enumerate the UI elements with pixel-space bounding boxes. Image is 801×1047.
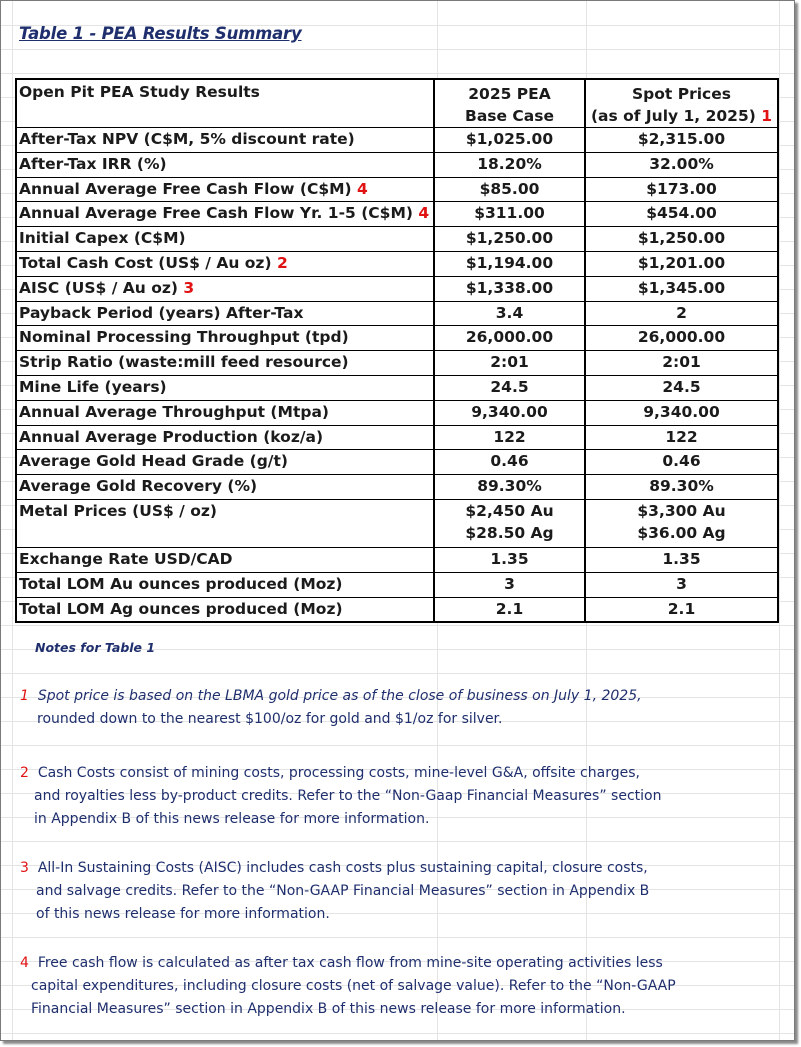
cell-spot: $454.00 [646, 204, 717, 223]
spot-ag-price: $36.00 Ag [637, 523, 726, 542]
note-line: of this news release for more information. [36, 906, 330, 922]
row-label: Total Cash Cost (US$ / Au oz) [19, 253, 272, 272]
row-label: Payback Period (years) After-Tax [19, 303, 304, 322]
cell-spot: $1,345.00 [637, 278, 726, 297]
cell-spot [586, 500, 777, 547]
row-label-cell [17, 376, 435, 400]
row-label-cell [17, 426, 435, 450]
cell-base: $1,338.00 [435, 277, 586, 301]
row-label-cell [17, 548, 435, 572]
row-label-cell [17, 227, 435, 251]
row-label: AISC (US$ / Au oz) [19, 278, 178, 297]
table-title: Table 1 - PEA Results Summary [19, 24, 302, 43]
note-line: and salvage credits. Refer to the “Non-GAAP Financial Measures” section in Appendix B [36, 883, 650, 899]
table-row [17, 474, 777, 499]
footnote-ref: 4 [418, 204, 430, 223]
cell-base: $85.00 [435, 178, 586, 202]
cell-spot: $1,201.00 [637, 253, 726, 272]
header-base-case [435, 80, 586, 127]
row-label: After-Tax IRR (%) [19, 154, 167, 173]
note-line: Spot price is based on the LBMA gold price as of the close of business on July 1, 2025, [37, 688, 642, 704]
note-line: Cash Costs consist of mining costs, processing costs, mine-level G&A, offsite charges, [37, 765, 640, 781]
header-spot-prices [586, 80, 777, 127]
row-label: Strip Ratio (waste:mill feed resource) [19, 353, 349, 372]
note-line: rounded down to the nearest $100/oz for gold and $1/oz for silver. [37, 711, 503, 727]
table-header-row [17, 80, 777, 127]
cell-base: 24.5 [435, 376, 586, 400]
table-row [17, 301, 777, 326]
cell-base: 3 [435, 573, 586, 597]
row-label-cell [17, 326, 435, 350]
table-row [17, 597, 777, 622]
row-label-cell [17, 252, 435, 276]
table-row [17, 547, 777, 572]
row-label: Mine Life (years) [19, 377, 167, 396]
cell-base [435, 500, 586, 547]
row-label-cell [17, 450, 435, 474]
table-row [17, 276, 777, 301]
cell-base: 2:01 [435, 351, 586, 375]
row-label-cell [17, 598, 435, 622]
note-2 [20, 762, 661, 831]
table-row [17, 325, 777, 350]
footnote-ref: 2 [276, 253, 288, 272]
table-row [17, 127, 777, 152]
header-label: Open Pit PEA Study Results [17, 80, 435, 127]
header-spot-line1: Spot Prices [632, 85, 731, 103]
cell-base: $1,025.00 [435, 128, 586, 152]
row-label: Average Gold Head Grade (g/t) [19, 452, 288, 471]
note-number: 3 [20, 860, 29, 876]
cell-base: 1.35 [435, 548, 586, 572]
cell-base: 89.30% [435, 475, 586, 499]
cell-spot: 89.30% [649, 477, 714, 496]
cell-spot: $2,315.00 [637, 130, 726, 148]
row-label-cell [17, 573, 435, 597]
row-label: Initial Capex (C$M) [19, 229, 186, 248]
note-line: in Appendix B of this news release for more information. [34, 811, 430, 827]
cell-base: 0.46 [435, 450, 586, 474]
cell-base: 26,000.00 [435, 326, 586, 350]
cell-base: $311.00 [435, 202, 586, 226]
row-label: After-Tax NPV (C$M, 5% discount rate) [19, 130, 355, 148]
note-4 [20, 952, 676, 1021]
row-label-cell [17, 178, 435, 202]
row-label: Exchange Rate USD/CAD [19, 549, 233, 568]
table-row [17, 226, 777, 251]
table-row [17, 201, 777, 226]
cell-base: 3.4 [435, 302, 586, 326]
note-number: 2 [20, 765, 29, 781]
cell-spot: 32.00% [649, 154, 714, 173]
results-table [15, 78, 779, 623]
cell-spot: 26,000.00 [637, 328, 726, 347]
row-label: Total LOM Au ounces produced (Moz) [19, 574, 343, 593]
row-label-cell [17, 128, 435, 152]
footnote-ref: 3 [183, 278, 195, 297]
row-label: Annual Average Free Cash Flow Yr. 1-5 (C$M) [19, 204, 413, 223]
row-label: Metal Prices (US$ / oz) [17, 500, 435, 547]
cell-spot: 2 [676, 303, 687, 322]
note-number: 1 [20, 688, 29, 704]
row-label: Annual Average Free Cash Flow (C$M) [19, 179, 352, 198]
footnote-ref: 1 [761, 107, 773, 125]
cell-base: 9,340.00 [435, 401, 586, 425]
row-label: Annual Average Throughput (Mtpa) [19, 402, 329, 421]
spot-au-price: $3,300 Au [637, 501, 726, 520]
note-line: capital expenditures, including closure costs (net of salvage value). Refer to the “Non-GAAP [31, 978, 676, 994]
table-row [17, 400, 777, 425]
note-1 [20, 685, 642, 731]
row-label-cell [17, 277, 435, 301]
base-au-price: $2,450 Au [465, 501, 554, 520]
header-base-line2: Base Case [465, 107, 554, 125]
row-label-cell [17, 475, 435, 499]
note-line: Free cash flow is calculated as after tax cash flow from mine-site operating activities less [37, 955, 663, 971]
row-label-cell [17, 153, 435, 177]
table-row [17, 375, 777, 400]
cell-spot: 0.46 [662, 452, 701, 471]
note-number: 4 [20, 955, 29, 971]
cell-spot: $173.00 [646, 179, 717, 198]
row-label-cell [17, 302, 435, 326]
row-label: Total LOM Ag ounces produced (Moz) [19, 599, 343, 618]
cell-base: $1,250.00 [435, 227, 586, 251]
note-line: All-In Sustaining Costs (AISC) includes cash costs plus sustaining capital, closure costs, [37, 860, 648, 876]
table-row [17, 572, 777, 597]
cell-spot: 1.35 [662, 549, 701, 568]
cell-spot: 3 [676, 574, 687, 593]
row-label-cell [17, 401, 435, 425]
table-row-metal-prices [17, 499, 777, 547]
note-line: Financial Measures” section in Appendix B of this news release for more information. [31, 1001, 626, 1017]
table-row [17, 425, 777, 450]
cell-spot: $1,250.00 [637, 229, 726, 248]
header-base-line1: 2025 PEA [468, 85, 551, 103]
note-line: and royalties less by-product credits. Refer to the “Non-Gaap Financial Measures” section [34, 788, 662, 804]
cell-base: 2.1 [435, 598, 586, 622]
table-row [17, 449, 777, 474]
table-row [17, 152, 777, 177]
cell-spot: 2.1 [667, 599, 696, 618]
row-label: Nominal Processing Throughput (tpd) [19, 328, 349, 347]
note-3 [20, 857, 649, 926]
cell-spot: 24.5 [662, 377, 701, 396]
cell-base: $1,194.00 [435, 252, 586, 276]
cell-base: 122 [435, 426, 586, 450]
header-spot-line2: (as of July 1, 2025) [590, 107, 756, 125]
table-row [17, 251, 777, 276]
notes-title: Notes for Table 1 [35, 640, 156, 655]
cell-spot: 122 [665, 427, 698, 446]
base-ag-price: $28.50 Ag [465, 523, 554, 542]
row-label: Annual Average Production (koz/a) [19, 427, 324, 446]
table-row [17, 350, 777, 375]
row-label-cell [17, 351, 435, 375]
row-label-cell [17, 202, 435, 226]
cell-base: 18.20% [435, 153, 586, 177]
cell-spot: 2:01 [662, 353, 701, 372]
footnote-ref: 4 [357, 179, 368, 198]
table-row [17, 177, 777, 202]
row-label: Average Gold Recovery (%) [19, 477, 258, 496]
cell-spot: 9,340.00 [643, 402, 720, 421]
